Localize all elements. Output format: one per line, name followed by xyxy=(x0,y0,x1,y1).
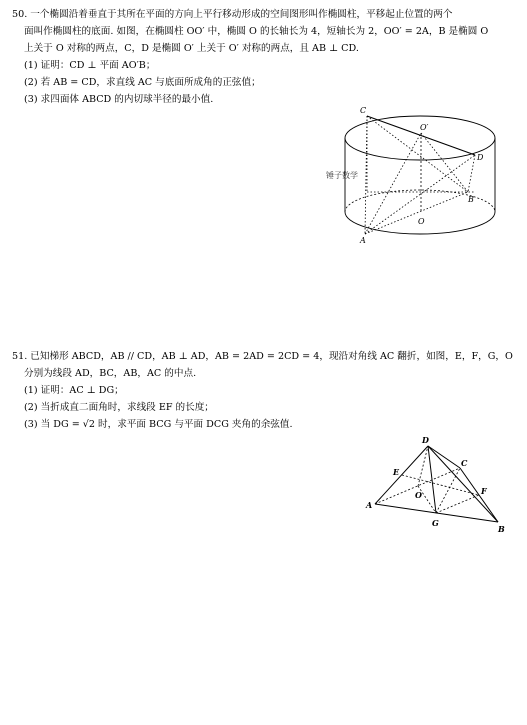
problem-51-part-1: (1) 证明：AC ⊥ DG； xyxy=(24,385,124,396)
label-C: C xyxy=(461,458,468,468)
problem-50-part-1: (1) 证明：CD ⊥ 平面 AO′B； xyxy=(24,60,156,71)
label-D: D xyxy=(477,153,484,162)
problem-50-line-2: 面叫作椭圆柱的底面. 如图，在椭圆柱 OO′ 中，椭圆 O 的长轴长为 4，短轴长为 2，OO′ = 2A，B 是椭圆 O xyxy=(24,26,489,37)
label-B: B xyxy=(468,195,474,204)
figure-folded-trapezoid xyxy=(360,436,510,536)
problem-51-line-2: 分别为线段 AD，BC，AB，AC 的中点. xyxy=(24,368,197,379)
figure-elliptic-cylinder xyxy=(300,100,510,250)
problem-51-part-2: (2) 当折成直二面角时，求线段 EF 的长度； xyxy=(24,402,214,413)
problem-50-part-2: (2) 若 AB = CD，求直线 AC 与底面所成角的正弦值； xyxy=(24,77,261,88)
label-B: B xyxy=(498,524,505,534)
problem-50-line-3: 上关于 O 对称的两点，C，D 是椭圆 O′ 上关于 O′ 对称的两点，且 AB ⊥ CD. xyxy=(24,43,359,54)
problem-50-line-1: 50. 一个椭圆沿着垂直于其所在平面的方向上平行移动形成的空间图形叫作椭圆柱，平移起止位置的两个 xyxy=(12,9,453,20)
label-F: F xyxy=(481,486,487,496)
label-C: C xyxy=(360,106,367,115)
label-O: O xyxy=(418,217,425,226)
label-O: O xyxy=(415,490,422,500)
label-E: E xyxy=(393,467,400,477)
problem-51-part-3: (3) 当 DG = √2 时，求平面 BCG 与平面 DCG 夹角的余弦值. xyxy=(24,419,293,430)
edge-DC xyxy=(428,446,460,468)
problem-50 xyxy=(12,6,512,108)
label-A: A xyxy=(366,500,373,510)
label-A: A xyxy=(360,236,366,245)
problem-51-line-1: 51. 已知梯形 ABCD，AB // CD，AB ⊥ AD，AB = 2AD = 2CD = 4，现沿对角线 AC 翻折，如图，E，F，G，O xyxy=(12,351,513,362)
label-D: D xyxy=(422,436,429,445)
label-G: G xyxy=(432,518,439,528)
problem-51 xyxy=(12,348,512,433)
label-O-prime: O′ xyxy=(420,123,429,132)
problem-50-part-3: (3) 求四面体 ABCD 的内切球半径的最小值. xyxy=(24,94,214,105)
watermark: 锤子数学 xyxy=(326,171,358,180)
